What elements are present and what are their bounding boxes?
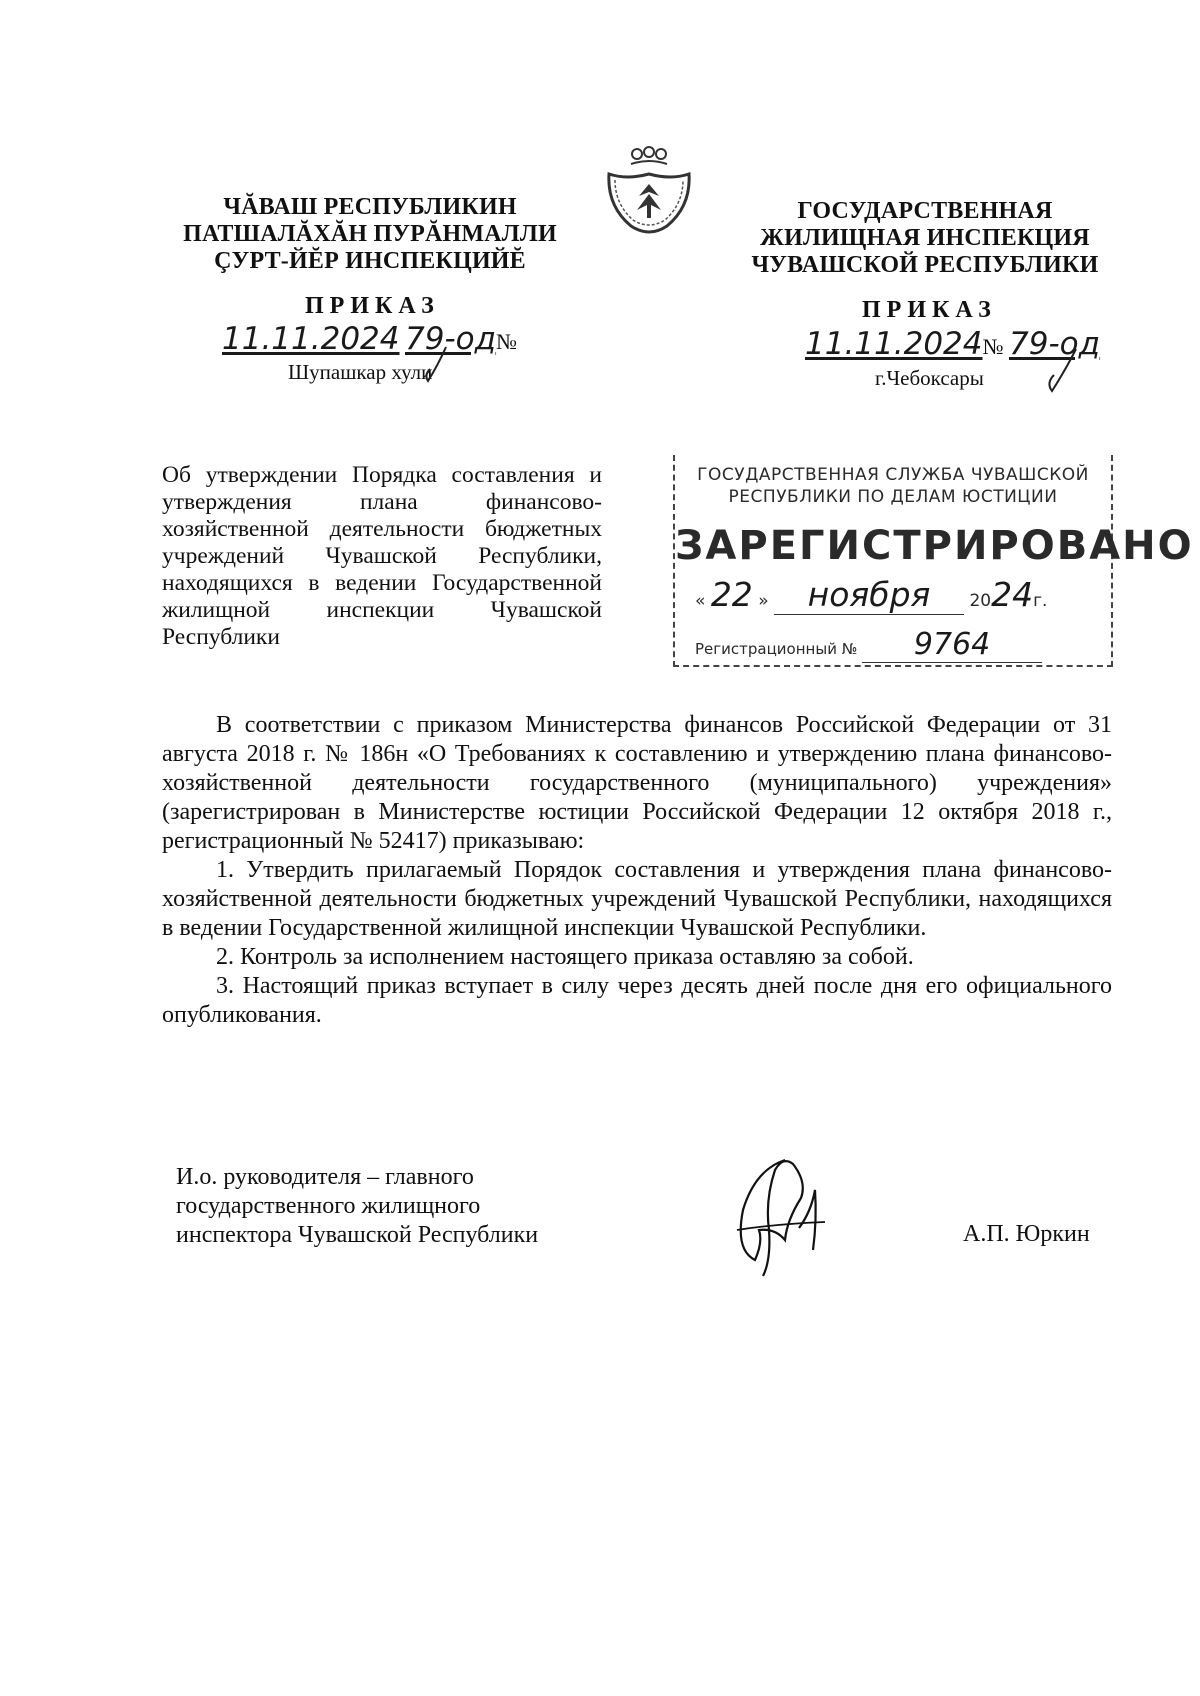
stamp-year-unit: г. xyxy=(1033,591,1048,611)
stamp-line-1: ГОСУДАРСТВЕННАЯ СЛУЖБА ЧУВАШСКОЙ xyxy=(697,465,1089,485)
initials-mark-icon xyxy=(1040,345,1080,395)
order-date-number-left xyxy=(222,321,517,357)
stamp-close-quote: » xyxy=(758,591,769,611)
header-chuvash xyxy=(150,194,590,275)
stamp-month: ноября xyxy=(774,575,964,615)
header-russian-line-3: ЧУВАШСКОЙ РЕСПУБЛИКИ xyxy=(751,252,1099,278)
chuvash-republic-emblem-icon xyxy=(601,144,697,240)
number-sign-left: № xyxy=(496,329,518,354)
signatory-name: А.П. Юркин xyxy=(963,1221,1090,1247)
order-heading-right: ПРИКАЗ xyxy=(862,297,997,323)
stamp-open-quote: « xyxy=(695,591,706,611)
order-date-right: 11.11.2024 xyxy=(805,326,983,362)
stamp-date xyxy=(695,575,1047,615)
stamp-number-label: Регистрационный № xyxy=(695,640,858,658)
stamp-number-row xyxy=(695,627,1042,663)
stamp-status: ЗАРЕГИСТРИРОВАНО xyxy=(675,523,1194,569)
handwritten-signature-icon xyxy=(715,1150,835,1280)
order-subject: Об утверждении Порядка составления и утверждения плана финансово-хозяйственной деятельности бюджетных учреждений Чувашской Республики, находящихся в ведении Государственной жилищной инспекции Чувашской Республики xyxy=(162,462,602,650)
header-chuvash-line-1: ЧĂВАШ РЕСПУБЛИКИН xyxy=(223,194,517,220)
body-paragraph-3: 2. Контроль за исполнением настоящего приказа оставляю за собой. xyxy=(216,944,914,970)
stamp-year-prefix: 20 xyxy=(969,591,992,611)
signatory-title-line-2: государственного жилищного xyxy=(176,1193,481,1219)
header-russian xyxy=(715,198,1135,279)
stamp-number: 9764 xyxy=(862,627,1042,663)
stamp-day: 22 xyxy=(710,575,753,614)
header-russian-line-1: ГОСУДАРСТВЕННАЯ xyxy=(797,198,1053,224)
order-body xyxy=(162,711,1112,1030)
stamp-line-2: РЕСПУБЛИКИ ПО ДЕЛАМ ЮСТИЦИИ xyxy=(728,487,1058,507)
body-paragraph-1: В соответствии с приказом Министерства финансов Российской Федерации от 31 августа 2018 г. № 186н «О Требованиях к составлению и утверждению плана финансово-хозяйственной деятельности государственного (муниципального) учреждения» (зарегистрирован в Министерстве юстиции Российской Федерации 12 октября 2018 г., регистрационный № 52417) приказываю: xyxy=(162,712,1112,854)
order-date-left: 11.11.2024 xyxy=(222,321,400,357)
body-paragraph-4: 3. Настоящий приказ вступает в силу через десять дней после дня его официального опубликования. xyxy=(162,973,1112,1028)
order-place-left: Шупашкар хули xyxy=(288,360,433,384)
header-russian-line-2: ЖИЛИЩНАЯ ИНСПЕКЦИЯ xyxy=(760,225,1090,251)
number-sign-right: № xyxy=(982,334,1004,359)
order-place-right: г.Чебоксары xyxy=(875,366,984,390)
registration-stamp xyxy=(673,455,1194,667)
order-heading-left: ПРИКАЗ xyxy=(305,293,440,319)
header-chuvash-line-3: ÇУРТ-ЙĔР ИНСПЕКЦИЙĔ xyxy=(214,248,526,274)
body-paragraph-2: 1. Утвердить прилагаемый Порядок составления и утверждения плана финансово-хозяйственной деятельности бюджетных учреждений Чувашской Республики, находящихся в ведении Государственной жилищной инспекции Чувашской Республики. xyxy=(162,857,1112,941)
signatory-title-line-1: И.о. руководителя – главного xyxy=(176,1164,474,1190)
order-number-right: 79-од xyxy=(1009,326,1101,362)
initials-mark-icon xyxy=(420,345,450,385)
stamp-year-suffix: 24 xyxy=(991,575,1034,614)
order-number-left: 79-од xyxy=(405,321,497,357)
header-chuvash-line-2: ПАТШАЛĂХĂН ПУРĂНМАЛЛИ xyxy=(183,221,557,247)
signatory-title-line-3: инспектора Чувашской Республики xyxy=(176,1222,539,1248)
